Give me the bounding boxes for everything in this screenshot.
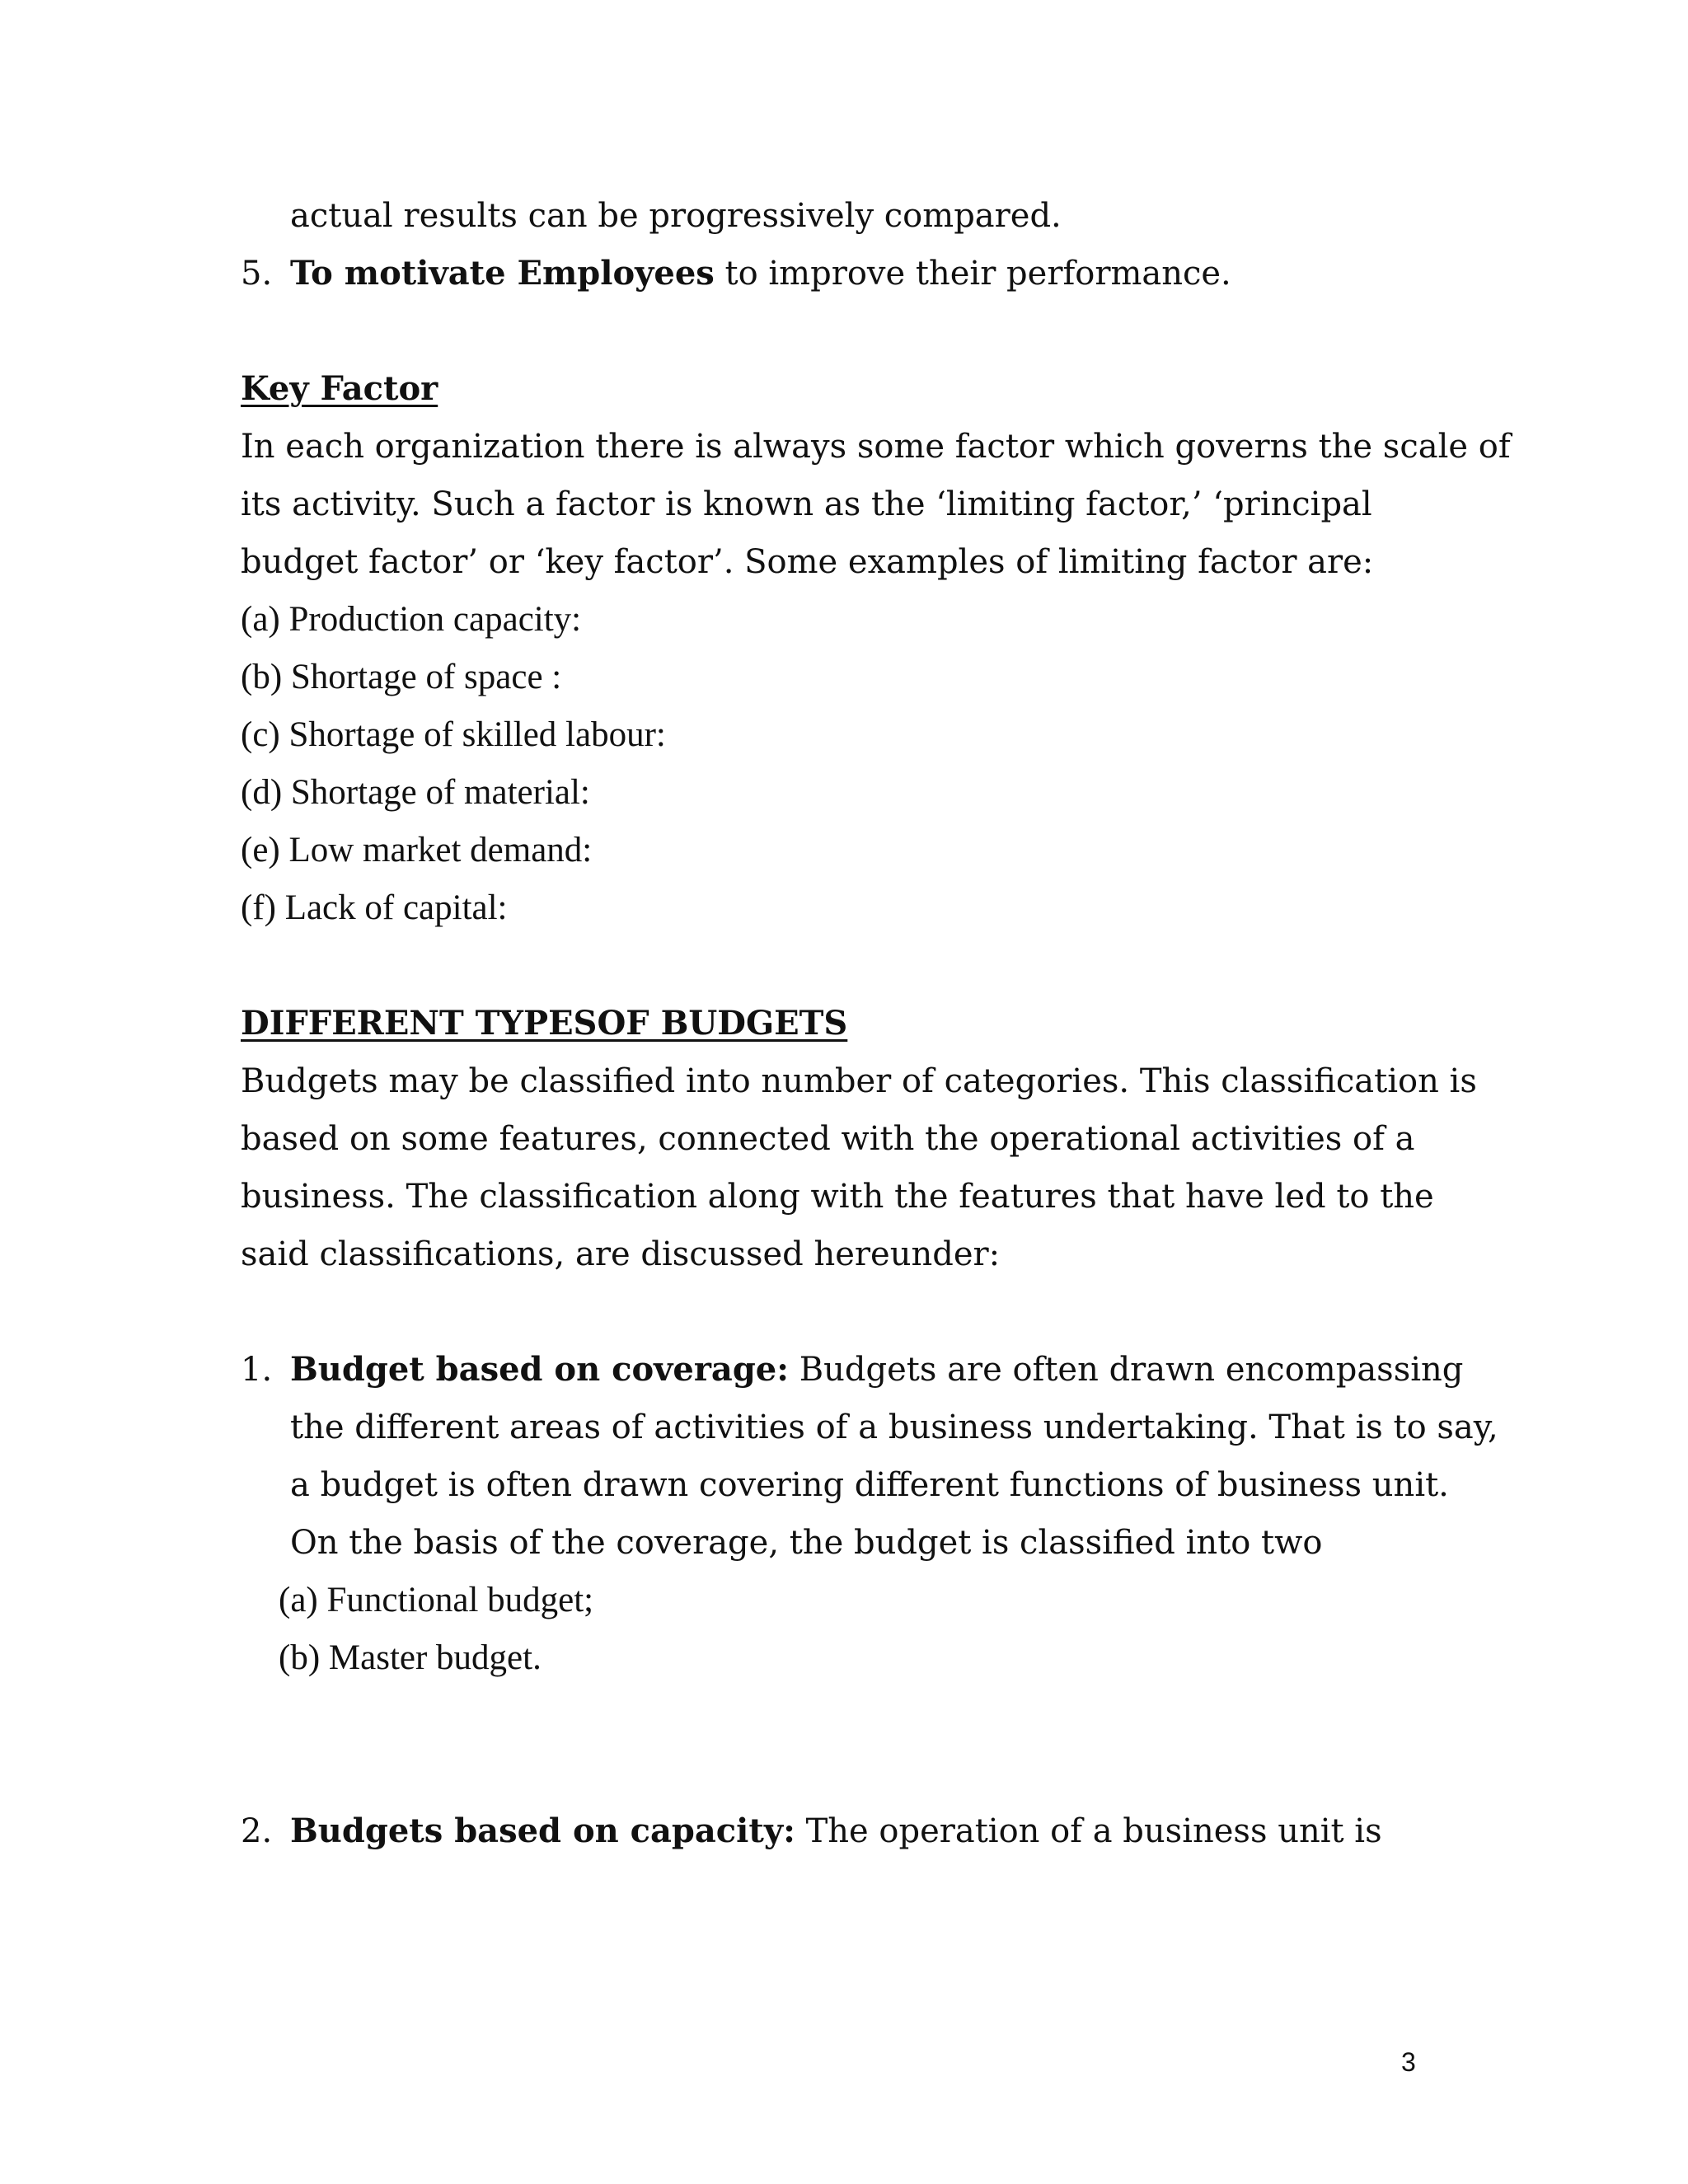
continuation-line: actual results can be progressively compared.	[290, 197, 1062, 235]
limiting-factor-item-d: (d) Shortage of material:	[241, 773, 590, 812]
capacity-bold: Budgets based on capacity:	[290, 1811, 795, 1850]
item-5-bold: To motivate Employees	[290, 254, 715, 293]
coverage-number: 1.	[241, 1351, 273, 1389]
limiting-factor-item-c: (c) Shortage of skilled labour:	[241, 715, 666, 754]
coverage-line-4: On the basis of the coverage, the budget is classified into two	[290, 1524, 1323, 1562]
coverage-first-rest: Budgets are often drawn encompassing	[799, 1351, 1464, 1389]
budget-types-para-line-1: Budgets may be classified into number of categories. This classification is	[241, 1062, 1477, 1100]
item-5-text	[290, 254, 1231, 293]
budget-types-heading: DIFFERENT TYPESOF BUDGETS	[241, 1004, 848, 1043]
limiting-factor-item-e: (e) Low market demand:	[241, 831, 593, 869]
capacity-line	[290, 1811, 1382, 1851]
key-factor-para-line-3: budget factor’ or ‘key factor’. Some examples of limiting factor are:	[241, 543, 1374, 581]
budget-types-para-line-2: based on some features, connected with the operational activities of a	[241, 1120, 1415, 1158]
capacity-rest: The operation of a business unit is	[805, 1812, 1382, 1850]
limiting-factor-item-f: (f) Lack of capital:	[241, 888, 508, 927]
limiting-factor-item-b: (b) Shortage of space :	[241, 658, 562, 696]
key-factor-para-line-1: In each organization there is always some factor which governs the scale of	[241, 428, 1511, 466]
coverage-item-a: (a) Functional budget;	[279, 1581, 594, 1619]
coverage-line-2: the different areas of activities of a business undertaking. That is to say,	[290, 1408, 1498, 1446]
coverage-first-line	[290, 1350, 1463, 1390]
capacity-number: 2.	[241, 1812, 273, 1850]
coverage-bold: Budget based on coverage:	[290, 1350, 790, 1389]
page-number: 3	[1401, 2047, 1416, 2077]
limiting-factor-item-a: (a) Production capacity:	[241, 600, 582, 639]
budget-types-para-line-3: business. The classification along with the features that have led to the	[241, 1178, 1434, 1216]
item-5-number: 5.	[241, 255, 273, 293]
budget-types-para-line-4: said classifications, are discussed hereunder:	[241, 1235, 1001, 1273]
key-factor-para-line-2: its activity. Such a factor is known as the ‘limiting factor,’ ‘principal	[241, 485, 1372, 523]
coverage-line-3: a budget is often drawn covering different functions of business unit.	[290, 1466, 1449, 1504]
item-5-rest: to improve their performance.	[724, 255, 1231, 293]
key-factor-heading: Key Factor	[241, 369, 438, 408]
coverage-item-b: (b) Master budget.	[279, 1638, 542, 1677]
